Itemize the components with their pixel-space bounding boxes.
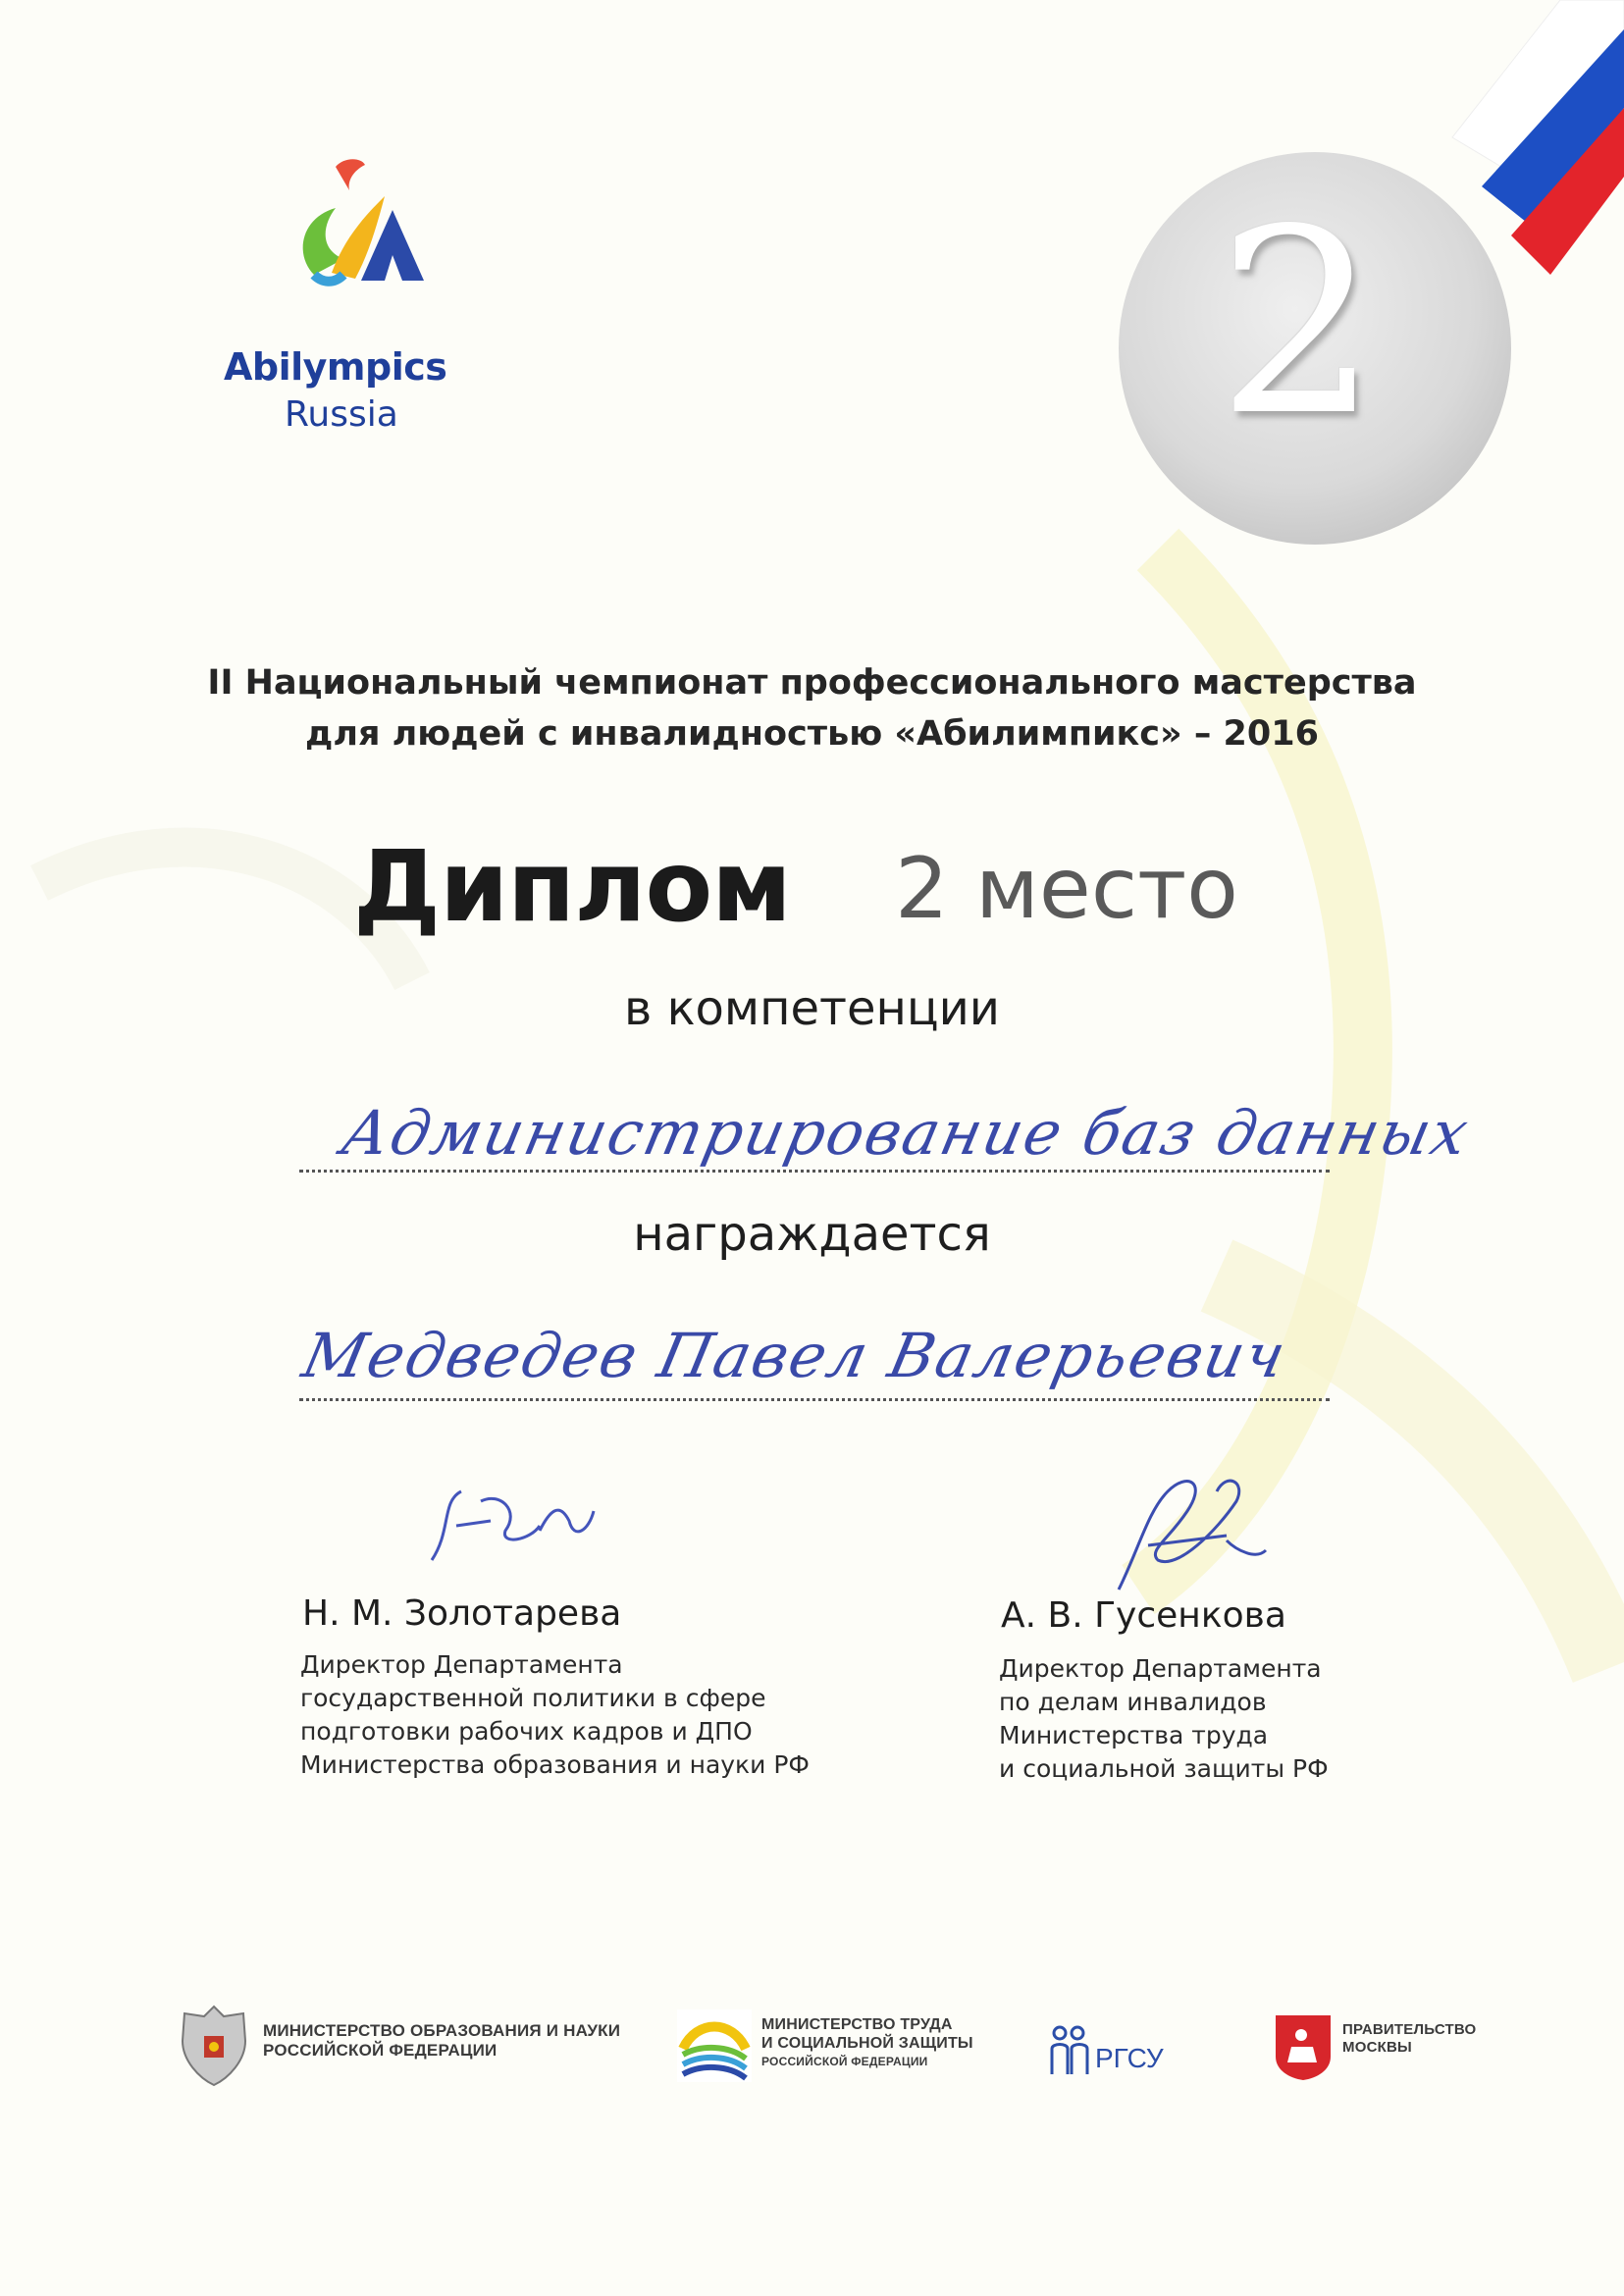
footer-org-4-line: МОСКВЫ bbox=[1342, 2039, 1412, 2056]
logo-sub-text: Russia bbox=[285, 394, 398, 435]
recipient-dotted-line bbox=[299, 1398, 1330, 1401]
signer-1-title bbox=[300, 1648, 810, 1782]
medal-number: 2 bbox=[1217, 176, 1380, 472]
labor-ministry-logo-icon bbox=[677, 2009, 752, 2082]
heading-line-2: для людей с инвалидностью «Абилимпикс» – 2016 bbox=[305, 714, 1319, 754]
signer-1-title-line: Министерства образования и науки РФ bbox=[300, 1750, 810, 1779]
signer-1-title-line: государственной политики в сфере bbox=[300, 1684, 766, 1712]
footer-org-2 bbox=[761, 2015, 973, 2071]
signer-1-title-line: Директор Департамента bbox=[300, 1650, 623, 1679]
footer-org-1-line: МИНИСТЕРСТВО ОБРАЗОВАНИЯ И НАУКИ bbox=[263, 2021, 621, 2040]
signer-1-title-line: подготовки рабочих кадров и ДПО bbox=[300, 1717, 753, 1746]
logo-brand-text: Abilympics bbox=[224, 345, 447, 389]
footer-org-2-line: РОССИЙСКОЙ ФЕДЕРАЦИИ bbox=[761, 2055, 928, 2068]
footer-org-1-line: РОССИЙСКОЙ ФЕДЕРАЦИИ bbox=[263, 2041, 498, 2060]
signer-2-title-line: по делам инвалидов bbox=[999, 1688, 1267, 1716]
rgsu-logo-icon bbox=[1048, 2025, 1091, 2076]
competence-dotted-line bbox=[299, 1170, 1330, 1173]
moscow-coat-of-arms-icon bbox=[1274, 2013, 1333, 2082]
signer-2-title bbox=[999, 1652, 1329, 1786]
diploma-title: Диплом bbox=[353, 829, 791, 944]
abilympics-logo-icon bbox=[275, 157, 442, 314]
place-title: 2 место bbox=[895, 840, 1238, 938]
signer-2-title-line: Директор Департамента bbox=[999, 1654, 1322, 1683]
signature-left bbox=[412, 1472, 608, 1580]
footer-org-2-line: И СОЦИАЛЬНОЙ ЗАЩИТЫ bbox=[761, 2035, 973, 2052]
signer-2-title-line: Министерства труда bbox=[999, 1721, 1269, 1749]
signer-2-name: А. В. Гусенкова bbox=[1001, 1595, 1286, 1636]
russian-coat-of-arms-icon bbox=[175, 2002, 253, 2090]
footer-org-2-line: МИНИСТЕРСТВО ТРУДА bbox=[761, 2016, 953, 2033]
recipient-name: Медведев Павел Валерьевич bbox=[296, 1320, 1294, 1391]
footer-org-3: РГСУ bbox=[1095, 2043, 1164, 2073]
signer-1-name: Н. М. Золотарева bbox=[302, 1593, 622, 1634]
competence-label: в компетенции bbox=[624, 981, 1000, 1036]
competence-value: Администрирование баз данных bbox=[336, 1097, 1477, 1169]
footer-org-4 bbox=[1342, 2021, 1476, 2057]
signer-2-title-line: и социальной защиты РФ bbox=[999, 1754, 1329, 1783]
footer-org-4-line: ПРАВИТЕЛЬСТВО bbox=[1342, 2021, 1477, 2038]
footer-org-1 bbox=[263, 2021, 620, 2061]
award-label: награждается bbox=[633, 1207, 991, 1262]
heading-line-1: II Национальный чемпионат профессионального мастерства bbox=[207, 663, 1417, 703]
signature-right bbox=[1089, 1452, 1285, 1609]
